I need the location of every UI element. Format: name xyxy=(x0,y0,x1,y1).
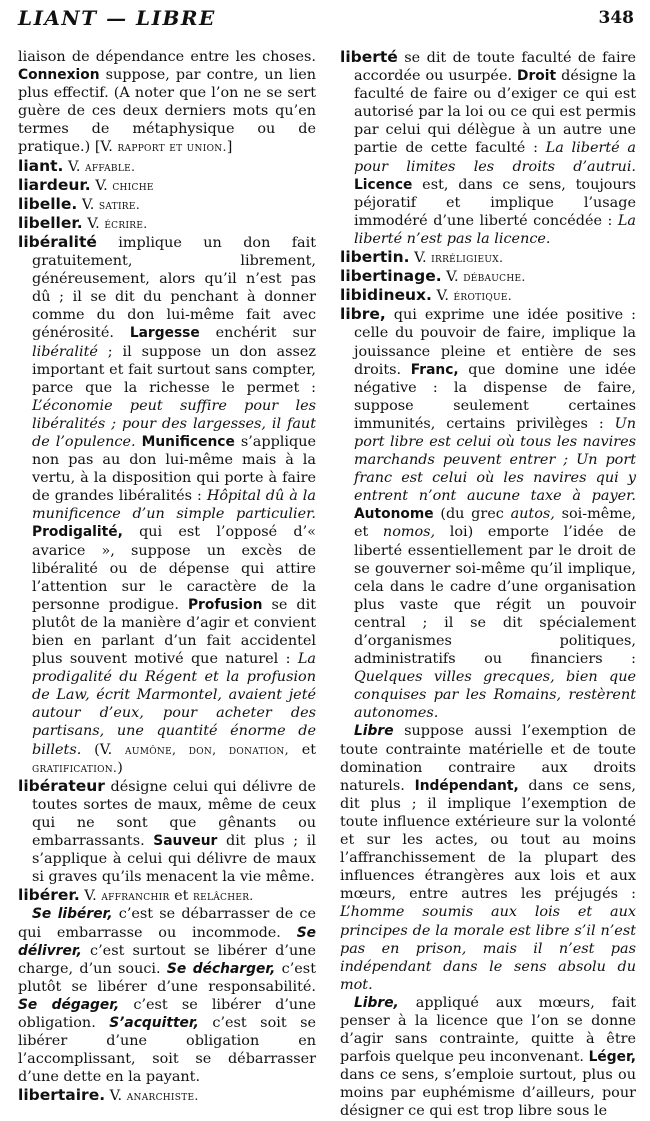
headword: libertin. xyxy=(340,248,410,267)
entry-libre: libre, qui exprime une idée positive : celle du pouvoir de faire, implique la jouissance pleine et entière de ses droits. Franc, que domine une idée négative : la dispense de faire, suppose seulement certaines immunités, certains privilèges : Un port libre est celui où tous les navires marchands peuvent entrer ; Un port franc est celui où les navires qui y entrent n’ont aucune taxe à payer. Autonome (du grec autos, soi-même, et nomos, loi) emporte l’idée de liberté essentiellement par le droit de se gouverner soi-même qu’il implique, cela dans le cadre d’une organisation plus vaste que régit un pouvoir central ; il se dit spécialement d’organismes politiques, administratifs ou financiers : Quelques villes grecques, bien que conquises par les Romains, restèrent autonomes. xyxy=(340,305,637,722)
entry-libertinage: libertinage. V. débauche. xyxy=(340,267,526,286)
headword: libre, xyxy=(340,305,386,324)
entry-liberateur: libérateur désigne celui qui délivre de toutes sortes de maux, même de ceux qui ne sont que gênants ou embarrassants. Sauveur dit plus ; il s’applique à celui qui délivre de maux si graves qu’ils menacent la vie même. xyxy=(18,776,316,886)
entry-libeller: libeller. V. écrire. xyxy=(18,213,148,232)
headword: libérer. xyxy=(18,886,80,905)
entry-liberer: libérer. V. affranchir et relâcher. xyxy=(18,886,254,905)
headword: libertaire. xyxy=(18,1086,106,1105)
entry-liardeur: liardeur. V. chiche xyxy=(18,175,154,194)
entry-libre-paragraph-2: Libre suppose aussi l’exemption de toute contrainte matérielle et de toute domination contraire aux droits naturels. Indépendant, dans ce sens, dit plus ; il implique l’exemption de toute influence extérieure sur la volonté et sur les actes, ou tout au moins l’affranchissement de la plupart des influences étrangères aux lois et aux mœurs, entre autres les préjugés : L’homme soumis aux lois et aux principes de la morale est libre s’il n’est pas en prison, mais il n’est pas indépendant dans le sens absolu du mot. xyxy=(340,723,637,993)
entry-libertin: libertin. V. irréligieux. xyxy=(340,248,504,267)
headword: libérateur xyxy=(18,776,105,795)
entry-libertaire: libertaire. V. anarchiste. xyxy=(18,1086,199,1105)
entry-liant: liant. V. affable. xyxy=(18,156,136,175)
page-number: 348 xyxy=(598,8,634,28)
headword: libeller. xyxy=(18,213,83,232)
entry-liberalite: libéralité implique un don fait gratuitement, librement, généreusement, alors qu’il n’est pas dû ; il se dit du penchant à donner comme du don lui-même fait avec générosité. Largesse enchérit sur libéralité ; il suppose un don assez important et fait surtout sans compter, parce que la richesse le permet : L’économie peut suffire pour les libéralités ; pour des largesses, il faut de l’opulence. Munificence s’applique non pas au don lui-même mais à la vertu, à la disposition qui porte à faire de grandes libéralités : Hôpital dû à la munificence d’un simple particulier. Prodigalité, qui est l’opposé d’« avarice », suppose un excès de libéralité ou de dépense qui attire l’attention sur le caractère de la personne prodigue. Profusion se dit plutôt de la manière d’agir et convient bien en parlant d’un fait accidentel plus souvent motivé que naturel : La prodigalité du Régent et la profusion de Law, écrit Marmontel, avaient jeté autour d’eux, pour acheter des partisans, une quantité énorme de billets. (V. aumône, don, donation, et gratification.) xyxy=(18,232,317,776)
running-head: LIANT — LIBRE xyxy=(18,6,216,30)
headword: libéralité xyxy=(18,232,97,251)
right-column xyxy=(340,48,636,1121)
headword: libertinage. xyxy=(340,267,442,286)
entry-liberer-paragraph: Se libérer, c’est se débarrasser de ce qui embarrasse ou incommode. Se délivrer, c’est surtout se libérer d’une charge, d’un souci. Se décharger, c’est plutôt se libérer d’une responsabilité. Se dégager, c’est se libérer d’une obligation. S’acquitter, c’est soit se libérer d’une obligation en l’accomplissant, soit se débarrasser d’une dette en la payant. xyxy=(18,906,317,1086)
headword: libidineux. xyxy=(340,286,432,305)
page-header xyxy=(18,6,634,36)
headword: liberté xyxy=(340,48,398,66)
entry-liberte: liberté se dit de toute faculté de faire accordée ou usurpée. Droit désigne la faculté de faire ou d’exiger ce qui est autorisé par la loi ou ce qui est permis par celui qui délègue à un autre une partie de cette faculté : La liberté a pour limites les droits d’autrui. Licence est, dans ce sens, toujours péjoratif et implique l’usage immodéré d’une liberté concédée : La liberté n’est pas la licence. xyxy=(340,48,637,247)
headword: libelle. xyxy=(18,194,78,213)
entry-libre-paragraph-3: Libre, appliqué aux mœurs, fait penser à la licence que l’on se donne d’agir sans contrainte, quitte à être parfois quelque peu inconvenant. Léger, dans ce sens, s’emploie surtout, plus ou moins par euphémisme d’ailleurs, pour désigner ce qui est trop libre sous le xyxy=(340,994,636,1120)
headword: liant. xyxy=(18,156,64,175)
entry-libidineux: libidineux. V. érotique. xyxy=(340,286,513,305)
left-column xyxy=(18,48,316,1105)
entry-continuation: liaison de dépendance entre les choses. Connexion suppose, par contre, un lien plus effectif. (A noter que l’on ne se sert guère de ces deux derniers mots qu’en termes de métaphysique ou de pratique.) [V. rapport et union.] xyxy=(18,49,316,156)
headword: liardeur. xyxy=(18,175,91,194)
entry-libelle: libelle. V. satire. xyxy=(18,194,141,213)
